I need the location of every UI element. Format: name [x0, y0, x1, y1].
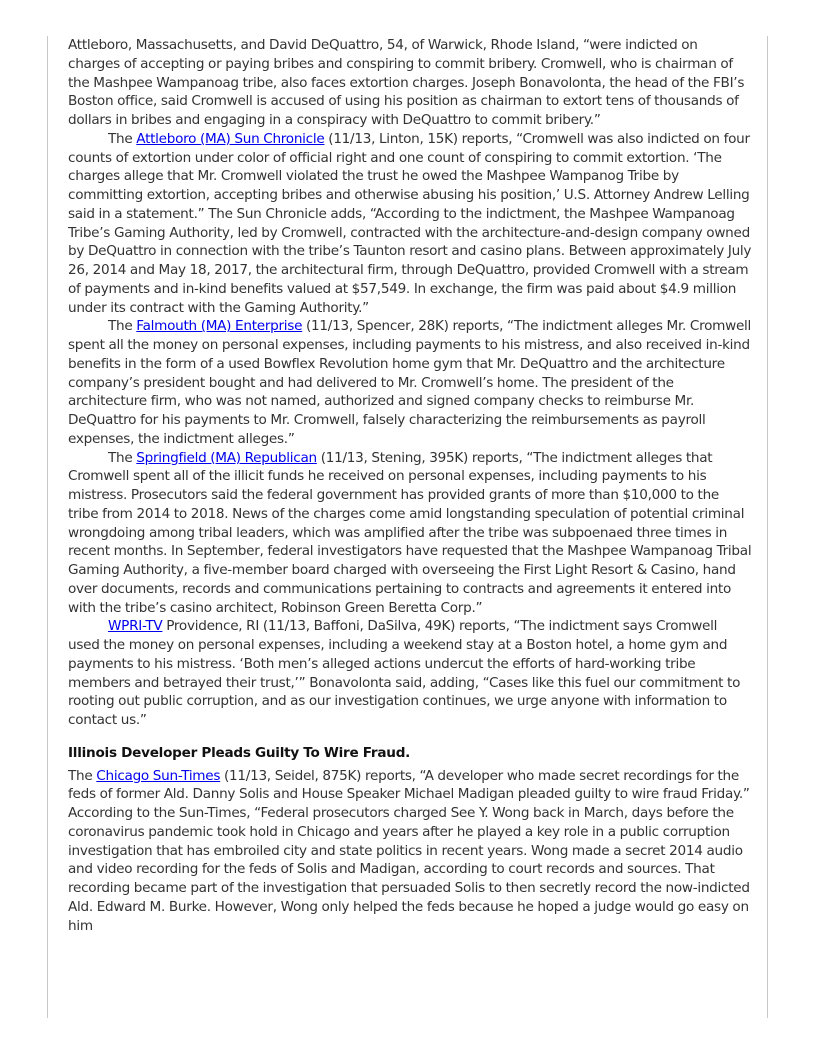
paragraph-text: Providence, RI (11/13, Baffoni, DaSilva, 49K) reports, “The indictment says Cromwell used the money on personal expenses, including a weekend stay at a Boston hotel, a home gym and payments to his mistress. ‘Both men’s alleged actions undercut the efforts of hard-working tribe members and betrayed their trust,’” Bonavolonta said, adding, “Cases like this fuel our commitment to rooting out public corruption, and as our investigation continues, we urge anyone with information to contact us.”: [68, 618, 741, 728]
paragraph-text: (11/13, Spencer, 28K) reports, “The indictment alleges Mr. Cromwell spent all the money on personal expenses, including payments to his mistress, and also received in-kind benefits in the form of a used Bowflex Revolution home gym that Mr. DeQuattro and the architecture company’s president bought and had delivered to Mr. Cromwell’s home. The president of the architecture firm, who was not named, authorized and signed company checks to reimburse Mr. DeQuattro for his payments to Mr. Cromwell, falsely characterizing the reimbursements as payroll expenses, the indictment alleges.”: [68, 318, 752, 447]
paragraph-sun-chronicle: [68, 130, 752, 318]
article-cromwell-intro-continued: Attleboro, Massachusetts, and David DeQuattro, 54, of Warwick, Rhode Island, “were indicted on charges of accepting or paying bribes and conspiring to commit bribery. Cromwell, who is chairman of the Mashpee Wampanoag tribe, also faces extortion charges. Joseph Bonavolonta, the head of the FBI’s Boston office, said Cromwell is accused of using his position as chairman to extort tens of thousands of dollars in bribes and engaging in a conspiracy with DeQuattro to commit bribery.”: [68, 37, 745, 128]
paragraph-prefix: The: [108, 449, 137, 466]
paragraph-prefix: The: [108, 318, 137, 335]
article-headline-illinois-developer: Illinois Developer Pleads Guilty To Wire Fraud.: [68, 744, 411, 761]
link-falmouth-enterprise[interactable]: Falmouth (MA) Enterprise: [136, 318, 303, 335]
link-wpri-tv[interactable]: WPRI-TV: [108, 618, 163, 635]
paragraph-falmouth-enterprise: [68, 317, 752, 448]
paragraph-text: (11/13, Stening, 395K) reports, “The indictment alleges that Cromwell spent all of the illicit funds he received on personal expenses, including payments to his mistress. Prosecutors said the federal government has provided grants of more than $10,000 to the tribe from 2014 to 2018. News of the charges come amid longstanding speculation of potential criminal wrongdoing among tribal leaders, which was amplified after the tribe was subpoenaed three times in recent months. In September, federal investigators have requested that the Mashpee Wampanoag Tribal Gaming Authority, a five-member board charged with overseeing the First Light Resort & Casino, hand over documents, records and communications pertaining to contracts and agreements it entered into with the tribe’s casino architect, Robinson Green Beretta Corp.”: [68, 449, 752, 616]
paragraph-chicago-sun-times: [68, 767, 752, 936]
paragraph-prefix: The: [68, 767, 97, 784]
paragraph-text: (11/13, Linton, 15K) reports, “Cromwell was also indicted on four counts of extortion under color of official right and one count of conspiring to commit extortion. ‘The charges allege that Mr. Cromwell violated the trust he owed the Mashpee Wampanog Tribe by committing extortion, accepting bribes and otherwise abusing his position,’ U.S. Attorney Andrew Lelling said in a statement.” The Sun Chronicle adds, “According to the indictment, the Mashpee Wampanoag Tribe’s Gaming Authority, led by Cromwell, contracted with the architecture-and-design company owned by DeQuattro in connection with the tribe’s Taunton resort and casino plans. Between approximately July 26, 2014 and May 18, 2017, the architectural firm, through DeQuattro, provided Cromwell with a stream of payments and in-kind benefits valued at $57,549. In exchange, the firm was paid about $4.9 million under its contract with the Gaming Authority.”: [68, 130, 752, 316]
link-attleboro-sun-chronicle[interactable]: Attleboro (MA) Sun Chronicle: [136, 130, 325, 147]
paragraph-text: (11/13, Seidel, 875K) reports, “A developer who made secret recordings for the feds of former Ald. Danny Solis and House Speaker Michael Madigan pleaded guilty to wire fraud Friday.” According to the Sun-Times, “Federal prosecutors charged See Y. Wong back in March, days before the coronavirus pandemic took hold in Chicago and years after he played a key role in a public corruption investigation that has embroiled city and state politics in recent years. Wong made a secret 2014 audio and video recording for the feds of Solis and Madigan, according to court records and sources. That recording became part of the investigation that persuaded Solis to then secretly record the now-indicted Ald. Edward M. Burke. However, Wong only helped the feds because he hoped a judge would go easy on him: [68, 767, 750, 934]
paragraph-springfield-republican: [68, 449, 752, 618]
paragraph-wpri-tv: [68, 617, 752, 730]
document-body: [68, 36, 752, 935]
link-springfield-republican[interactable]: Springfield (MA) Republican: [136, 449, 317, 466]
paragraph-prefix: The: [108, 130, 137, 147]
link-chicago-sun-times[interactable]: Chicago Sun-Times: [96, 767, 221, 784]
